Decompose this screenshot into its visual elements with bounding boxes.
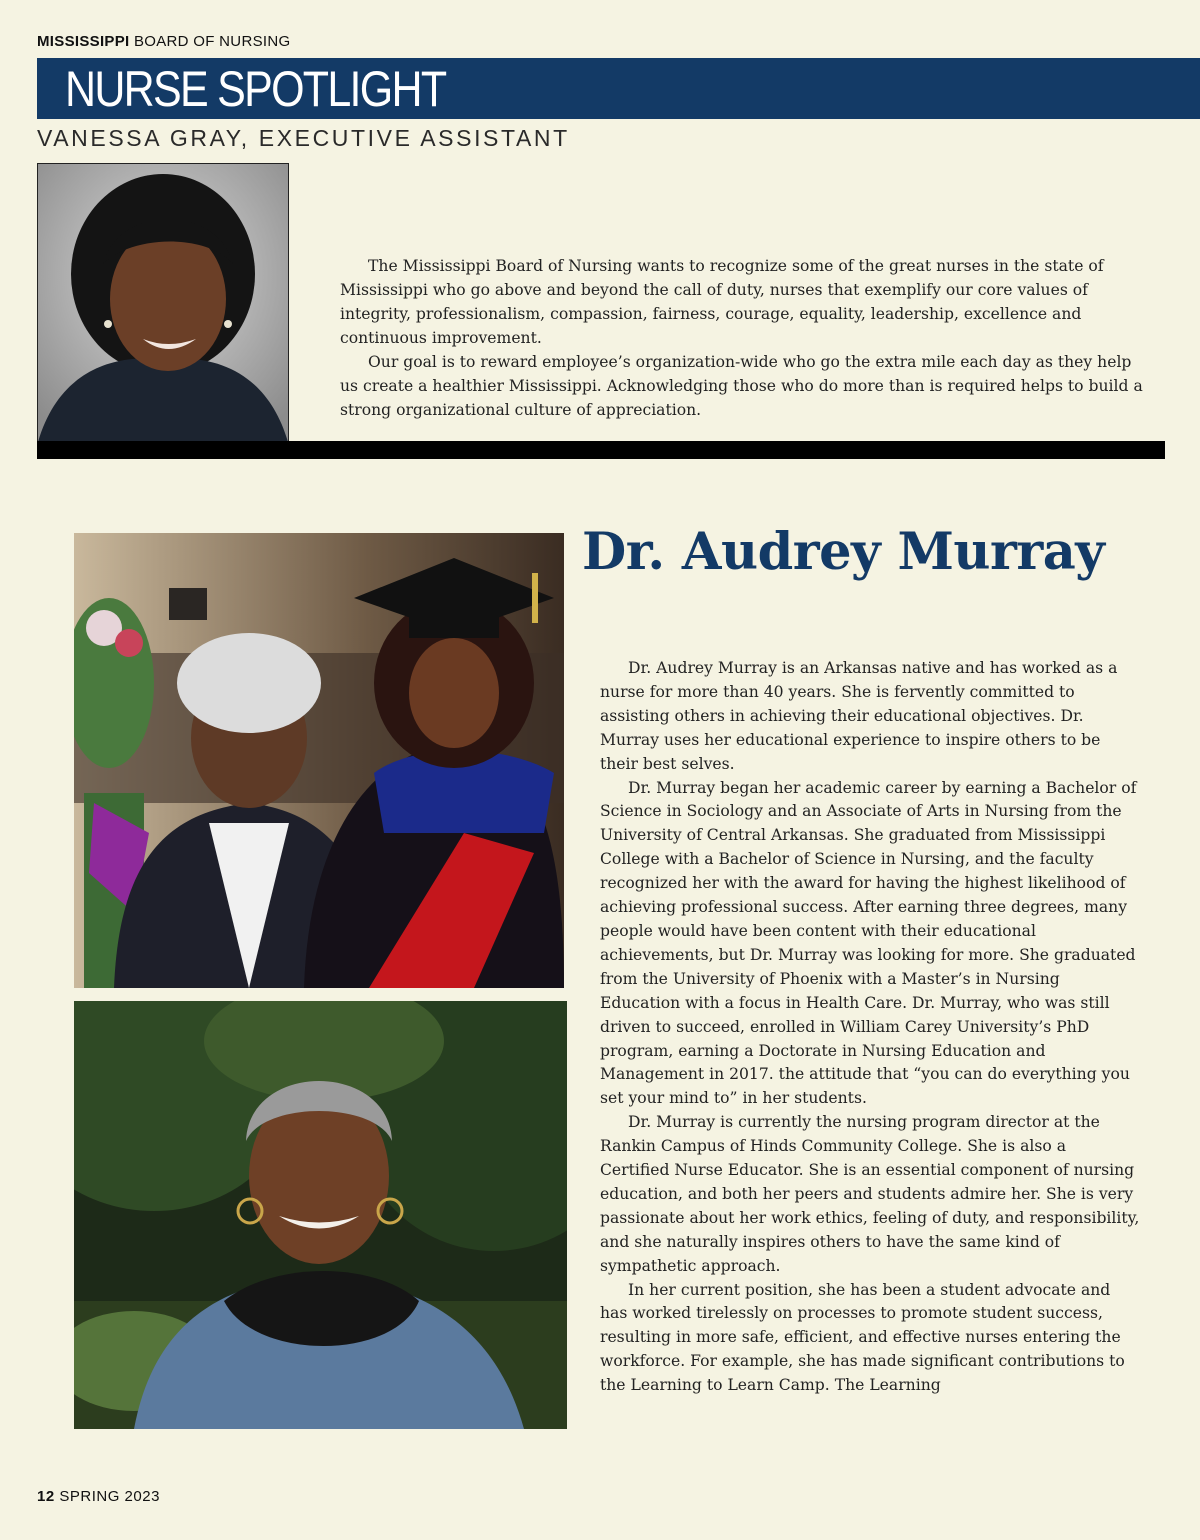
section-title: NURSE SPOTLIGHT <box>65 61 446 117</box>
intro-paragraph: Our goal is to reward employee’s organization-wide who go the extra mile each day as they help us create a healthier Mississippi. Acknowledging those who do more than is required helps to build a strong organizational culture of appreciation. <box>340 353 1143 419</box>
issue-label: SPRING 2023 <box>59 1488 160 1505</box>
section-banner <box>37 58 1200 119</box>
graduation-photo <box>74 533 564 988</box>
page-folio <box>37 1488 160 1505</box>
article-paragraph: Dr. Murray began her academic career by earning a Bachelor of Science in Sociology and an Associate of Arts in Nursing from the University of Central Arkansas. She graduated from Mississippi College with a Bachelor of Science in Nursing, and the faculty recognized her with the award for having the highest likelihood of achieving professional success. After earning three degrees, many people would have been content with their educational achievements, but Dr. Murray was looking for more. She graduated from the University of Phoenix with a Master’s in Nursing Education with a focus in Health Care. Dr. Murray, who was still driven to succeed, enrolled in William Carey University’s PhD program, earning a Doctorate in Nursing Education and Management in 2017. the attitude that “you can do everything you set your mind to” in her students. <box>600 778 1137 1108</box>
article-title: Dr. Audrey Murray <box>582 522 1105 582</box>
byline: VANESSA GRAY, EXECUTIVE ASSISTANT <box>37 125 570 151</box>
running-head-org: MISSISSIPPI <box>37 33 130 50</box>
outdoor-portrait-photo <box>74 1001 567 1429</box>
page-number: 12 <box>37 1488 55 1505</box>
running-head-rest: BOARD OF NURSING <box>133 33 291 50</box>
intro-paragraph: The Mississippi Board of Nursing wants to recognize some of the great nurses in the state of Mississippi who go above and beyond the call of duty, nurses that exemplify our core values of integrity, professionalism, compassion, fairness, courage, equality, leadership, excellence and continuous improvement. <box>340 257 1104 347</box>
author-portrait-photo <box>37 163 289 443</box>
article-body <box>600 657 1140 1398</box>
running-head <box>37 33 290 50</box>
article-paragraph: Dr. Murray is currently the nursing program director at the Rankin Campus of Hinds Community College. She is also a Certified Nurse Educator. She is an essential component of nursing education, and both her peers and students admire her. She is very passionate about her work ethics, feeling of duty, and responsibility, and she naturally inspires others to have the same kind of sympathetic approach. <box>600 1113 1140 1275</box>
article-paragraph: Dr. Audrey Murray is an Arkansas native and has worked as a nurse for more than 40 years. She is fervently committed to assisting others in achieving their educational objectives. Dr. Murray uses her educational experience to inspire others to be their best selves. <box>600 659 1118 773</box>
intro-text <box>340 254 1150 422</box>
article-paragraph: In her current position, she has been a student advocate and has worked tirelessly on processes to promote student success, resulting in more safe, efficient, and effective nurses entering the workforce. For example, she has made significant contributions to the Learning to Learn Camp. The Learning <box>600 1280 1125 1395</box>
section-divider <box>37 441 1165 459</box>
